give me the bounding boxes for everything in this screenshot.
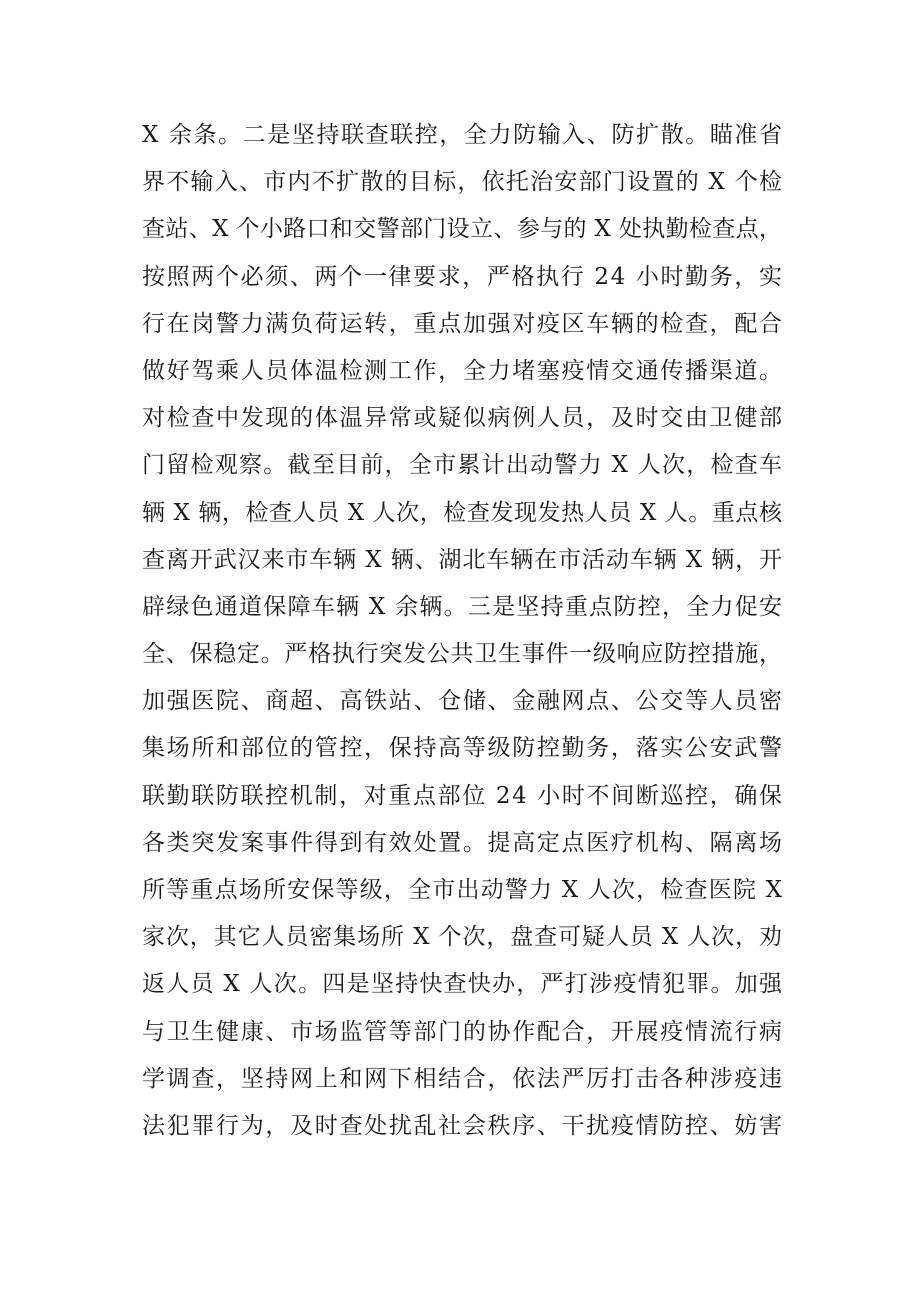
text-line xyxy=(142,725,782,772)
text-line-content: 与卫生健康、市场监管等部门的协作配合，开展疫情流行病 xyxy=(142,1018,784,1045)
text-line-content: 按照两个必须、两个一律要求，严格执行 24 小时勤务，实 xyxy=(142,263,784,290)
text-line xyxy=(142,537,782,584)
text-line-content: 辆 X 辆，检查人员 X 人次，检查发现发热人员 X 人。重点核 xyxy=(142,499,783,526)
text-line xyxy=(142,1103,782,1150)
text-line-content: 查离开武汉来市车辆 X 辆、湖北车辆在市活动车辆 X 辆，开 xyxy=(142,546,783,573)
text-line-content: 法犯罪行为，及时查处扰乱社会秩序、干扰疫情防控、妨害 xyxy=(142,1112,784,1139)
text-line-content: 所等重点场所安保等级，全市出动警力 X 人次，检查医院 X xyxy=(142,877,784,903)
text-line xyxy=(142,112,782,159)
text-line xyxy=(142,961,782,1008)
text-line-content: 学调查，坚持网上和网下相结合，依法严厉打击各种涉疫违 xyxy=(142,1065,784,1092)
text-line-content: 加强医院、商超、高铁站、仓储、金融网点、公交等人员密 xyxy=(142,688,784,715)
text-line xyxy=(142,206,782,253)
text-line xyxy=(142,820,782,867)
text-line-content: 返人员 X 人次。四是坚持快查快办，严打涉疫情犯罪。加强 xyxy=(142,971,784,998)
text-line-content: 对检查中发现的体温异常或疑似病例人员，及时交由卫健部 xyxy=(142,405,784,432)
text-line-content: X 余条。二是坚持联查联控，全力防输入、防扩散。瞄准省 xyxy=(142,122,784,148)
text-line xyxy=(142,490,782,537)
text-line xyxy=(142,1056,782,1103)
text-line-content: 做好驾乘人员体温检测工作，全力堵塞疫情交通传播渠道。 xyxy=(142,357,784,384)
text-line-content: 行在岗警力满负荷运转，重点加强对疫区车辆的检查，配合 xyxy=(142,310,784,337)
text-line xyxy=(142,348,782,395)
text-line xyxy=(142,773,782,820)
body-text xyxy=(142,112,782,1150)
text-line-content: 集场所和部位的管控，保持高等级防控勤务，落实公安武警 xyxy=(142,735,784,762)
text-line xyxy=(142,678,782,725)
text-line xyxy=(142,631,782,678)
text-line xyxy=(142,1009,782,1056)
text-line xyxy=(142,254,782,301)
text-line-content: 查站、X 个小路口和交警部门设立、参与的 X 处执勤检查点， xyxy=(142,216,783,243)
text-line-content: 各类突发案事件得到有效处置。提高定点医疗机构、隔离场 xyxy=(142,829,784,856)
text-line-content: 全、保稳定。严格执行突发公共卫生事件一级响应防控措施， xyxy=(142,641,783,668)
text-line xyxy=(142,442,782,489)
text-line xyxy=(142,395,782,442)
text-line-content: 家次，其它人员密集场所 X 个次，盘查可疑人员 X 人次，劝 xyxy=(142,924,783,951)
text-line xyxy=(142,914,782,961)
text-line-content: 界不输入、市内不扩散的目标，依托治安部门设置的 X 个检 xyxy=(142,169,784,196)
text-line xyxy=(142,584,782,631)
text-line-content: 辟绿色通道保障车辆 X 余辆。三是坚持重点防控，全力促安 xyxy=(142,593,784,620)
text-line-content: 门留检观察。截至目前，全市累计出动警力 X 人次，检查车 xyxy=(142,452,784,479)
text-line xyxy=(142,867,782,914)
text-line xyxy=(142,301,782,348)
text-line-content: 联勤联防联控机制，对重点部位 24 小时不间断巡控，确保 xyxy=(142,782,784,809)
text-line xyxy=(142,159,782,206)
